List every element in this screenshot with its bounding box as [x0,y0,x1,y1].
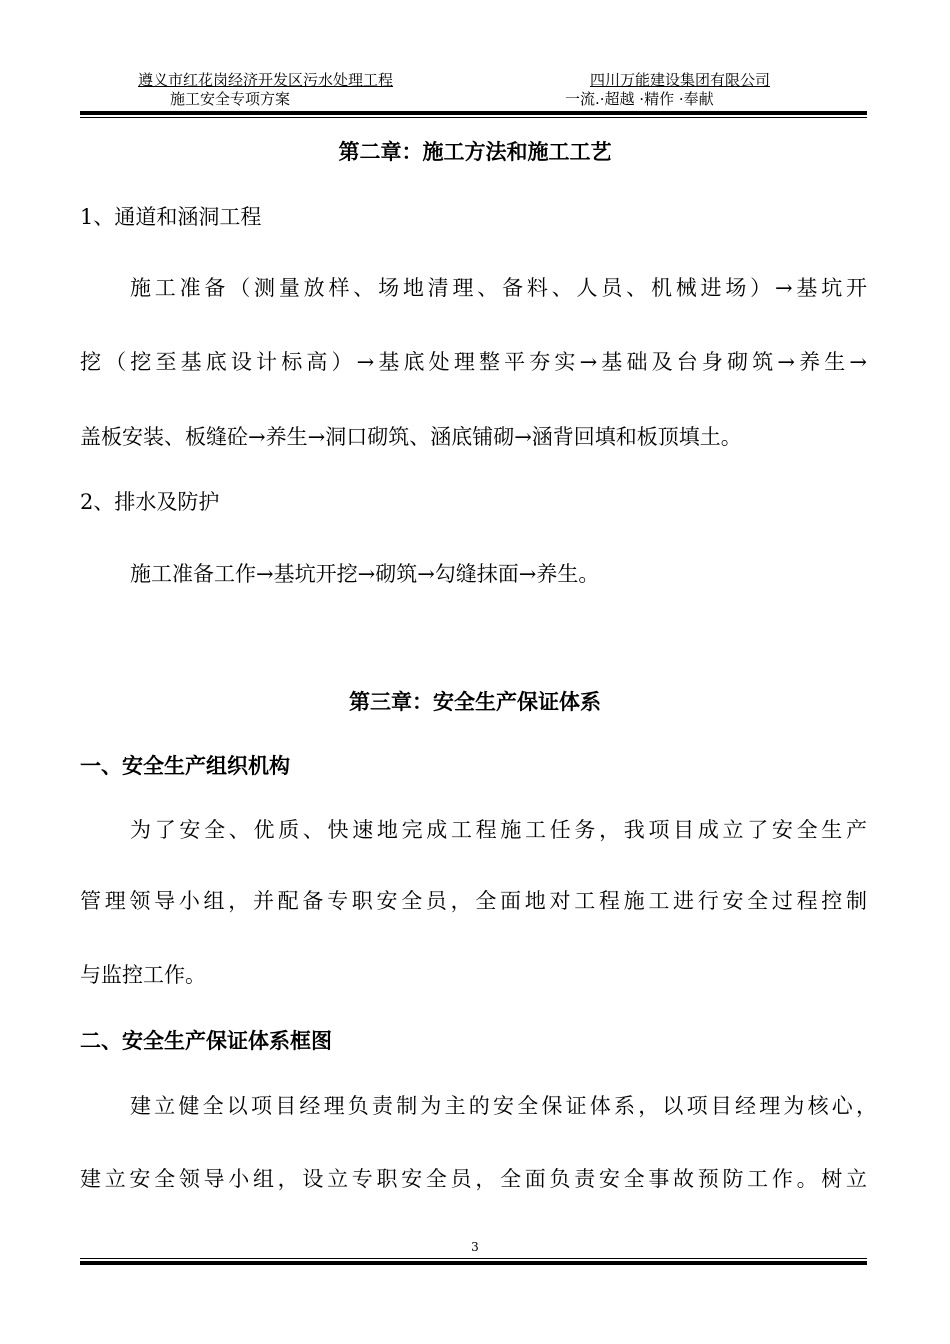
chapter-3-section-2-line-2: 建立安全领导小组，设立专职安全员，全面负责安全事故预防工作。树立 [80,1167,867,1191]
chapter-3-section-1-heading: 一、安全生产组织机构 [80,753,290,778]
chapter-2-item-1-heading: 1、通道和涵洞工程 [80,205,262,229]
page-number: 3 [471,1240,479,1254]
chapter-3-section-1-line-3: 与监控工作。 [80,963,206,987]
footer-rule-thin [80,1258,867,1259]
chapter-2-title: 第二章：施工方法和施工工艺 [338,139,612,164]
chapter-3-section-1-line-1: 为了安全、优质、快速地完成工程施工任务，我项目成立了安全生产 [130,818,867,842]
chapter-2-item-1-line-3: 盖板安装、板缝砼→养生→洞口砌筑、涵底铺砌→涵背回填和板顶填土。 [80,425,742,449]
header-document-title: 施工安全专项方案 [170,90,291,108]
chapter-2-item-1-line-2: 挖（挖至基底设计标高）→基底处理整平夯实→基础及台身砌筑→养生→ [80,350,867,374]
chapter-3-section-1-line-2: 管理领导小组，并配备专职安全员，全面地对工程施工进行安全过程控制 [80,889,867,913]
chapter-3-title: 第三章：安全生产保证体系 [349,689,601,714]
chapter-2-item-2-heading: 2、排水及防护 [80,490,220,514]
footer-rule-thick [80,1261,867,1265]
header-project-name: 遵义市红花岗经济开发区污水处理工程 [138,71,394,89]
chapter-2-item-1-line-1: 施工准备（测量放样、场地清理、备料、人员、机械进场）→基坑开 [130,276,867,300]
chapter-2-item-2-line: 施工准备工作→基坑开挖→砌筑→勾缝抹面→养生。 [130,562,600,586]
header-company-name: 四川万能建设集团有限公司 [590,71,771,89]
header-rule-thin [80,117,867,118]
chapter-3-section-2-heading: 二、安全生产保证体系框图 [80,1028,332,1053]
header-slogan: 一流.·超越 ·精作 ·奉献 [565,90,714,108]
header-rule-thick [80,111,867,115]
chapter-3-section-2-line-1: 建立健全以项目经理负责制为主的安全保证体系，以项目经理为核心， [130,1094,877,1118]
